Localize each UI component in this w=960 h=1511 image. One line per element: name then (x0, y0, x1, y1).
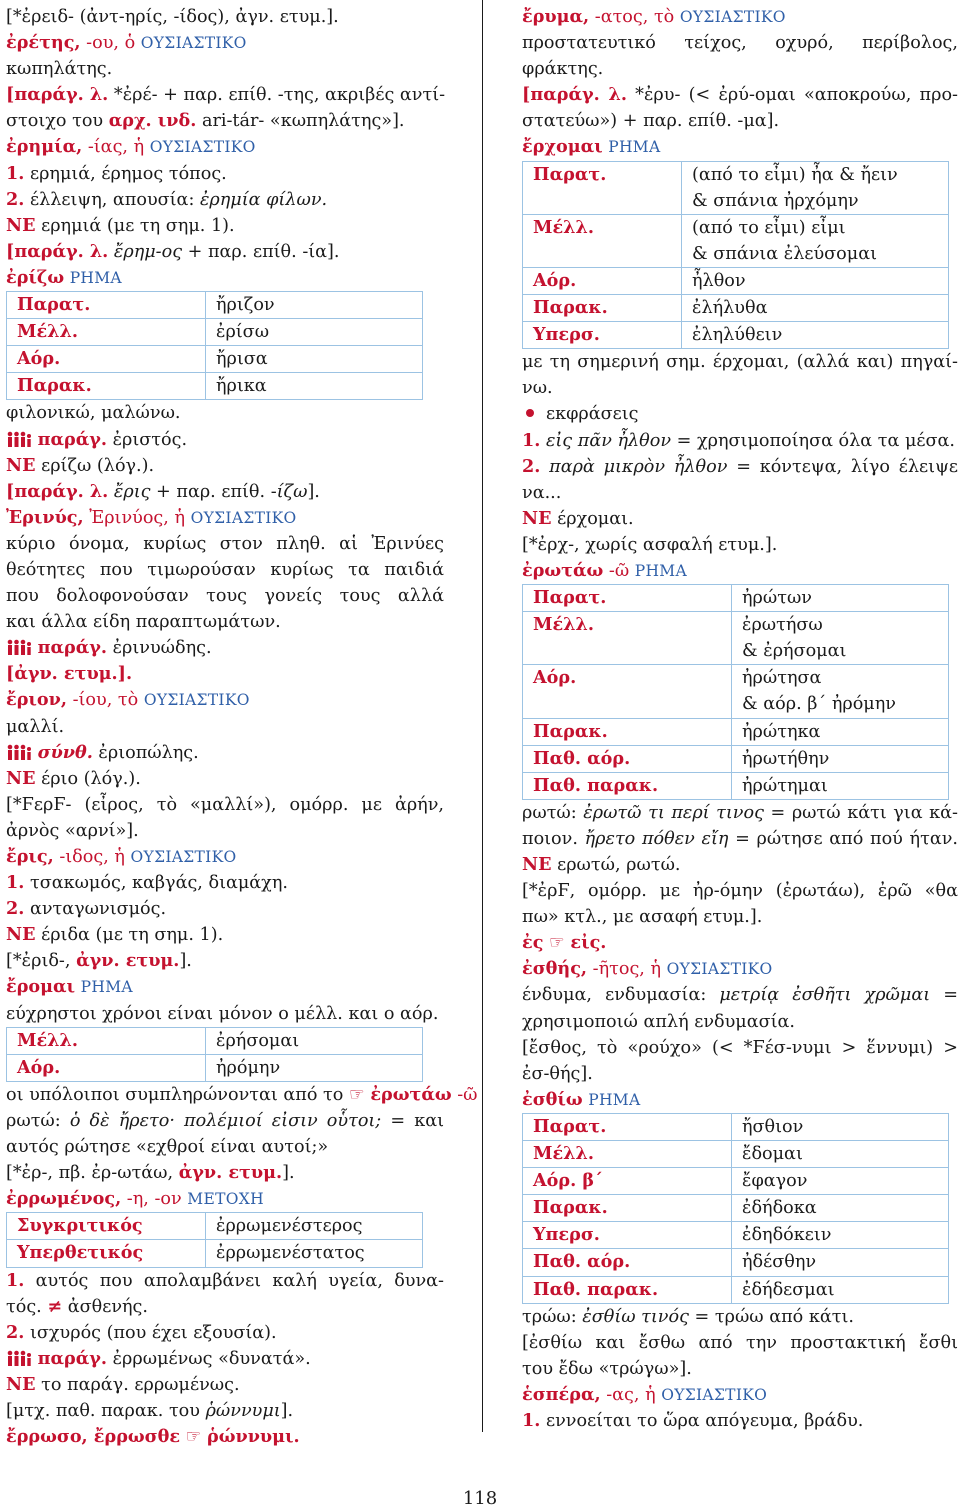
definition: φιλονικώ, μαλώνω. (6, 403, 181, 424)
right-column (522, 4, 958, 1434)
sense-1: 1. εννοείται το ὥρα απόγευμα, βράδυ. (522, 1409, 864, 1431)
entry-header-erchomai: ἔρχομαι ΡΗΜΑ (522, 136, 661, 158)
tense-form: ἤρικα (206, 373, 423, 400)
table-row (523, 322, 949, 349)
tense-form: ἠρωτήθην (732, 745, 949, 772)
etymology: [*ἐρχ-, χωρίς ασφαλή ετυμ.]. (522, 534, 778, 555)
tense-form: ἔδομαι (732, 1141, 949, 1168)
table-row (7, 373, 423, 400)
column-divider (482, 0, 483, 1432)
pointing-hand-icon: ☞ (348, 1084, 365, 1105)
sense-2: 2. ισχυρός (που έχει εξουσία). (6, 1321, 277, 1343)
degree-form: ἐρρωμενέστερος (206, 1213, 423, 1240)
example: χρησιμοποιώ απλή ενδυμασία. (522, 1011, 795, 1032)
table-row (523, 267, 949, 294)
table-row (523, 1141, 949, 1168)
tense-label: Μέλλ. (523, 612, 732, 665)
tense-label: Παρατ. (7, 292, 206, 319)
etymology: ἐσ-θής]. (522, 1063, 593, 1084)
etymology: [*ἐριδ-, ἀγν. ετυμ.]. (6, 950, 192, 972)
entry-header-esthis: ἐσθής, -ῆτος, ἡ ΟΥΣΙΑΣΤΙΚΟ (522, 958, 773, 980)
definition: φράκτης. (522, 59, 604, 80)
pointing-hand-icon: ☞ (185, 1427, 202, 1448)
tense-form: ἐρήσομαι (206, 1027, 423, 1054)
tense-form: ἐρωτήσω & ἐρήσομαι (732, 612, 949, 665)
tense-form: ἐληλύθειν (682, 322, 949, 349)
table-row (7, 319, 423, 346)
table-row (523, 665, 949, 718)
table-row (523, 1249, 949, 1276)
etymology: [*ἐρ-, πβ. ἐρ-ωτάω, ἀγν. ετυμ.]. (6, 1162, 295, 1184)
tense-form: ἔφαγον (732, 1168, 949, 1195)
tense-label: Μέλλ. (523, 1141, 732, 1168)
tense-form: (από το εἶμι) εἶμι & σπάνια ἐλεύσομαι (682, 214, 949, 267)
tense-label: Αόρ. (7, 346, 206, 373)
etymology: [μτχ. παθ. παρακ. του ῥώννυμι]. (6, 1400, 294, 1421)
usage-note: εύχρηστοι χρόνοι είναι μόνον ο μέλλ. και ο αόρ. (6, 1003, 439, 1024)
table-row (523, 1195, 949, 1222)
conjugation-table-erotao (522, 584, 949, 800)
modern-greek: ΝΕ το παράγ. ερρωμένως. (6, 1373, 240, 1395)
tense-form: ἤριζον (206, 292, 423, 319)
table-row (523, 745, 949, 772)
definition: κύριο όνομα, κυρίως στον πληθ. αἱ Ἐρινύες (6, 533, 444, 554)
tense-form: ἐρίσω (206, 319, 423, 346)
etymology: [ἔσθος, τὸ «ρούχο» (< *Ϝέσ-νυμι > ἕννυμι) > (522, 1037, 958, 1058)
entry-header-erimia: ἐρημία, -ίας, ἡ ΟΥΣΙΑΣΤΙΚΟ (6, 136, 256, 158)
tense-form: ἠρόμην (206, 1054, 423, 1081)
tense-form: ἦλθον (682, 267, 949, 294)
etymology: πω» κτλ., με ασαφή ετυμ.]. (522, 907, 763, 928)
sense-1: 1. ερημιά, έρημος τόπος. (6, 162, 227, 184)
table-row (7, 1240, 423, 1267)
definition: κωπηλάτης. (6, 59, 113, 80)
etymology: [ἀγν. ετυμ.]. (6, 663, 133, 685)
tense-label: Μέλλ. (7, 319, 206, 346)
tense-form: ἐλήλυθα (682, 295, 949, 322)
modern-greek: ΝΕ έριδα (με τη σημ. 1). (6, 924, 224, 946)
conjugation-table-esthio (522, 1113, 949, 1304)
cross-reference[interactable]: ἐς ☞ εἰς. (522, 932, 607, 954)
table-row (523, 1276, 949, 1303)
page-number: 118 (462, 1488, 498, 1509)
pointing-hand-icon: ☞ (549, 933, 565, 954)
table-row (7, 1027, 423, 1054)
example: αυτός ρώτησε «εχθροί είναι αυτοί;» (6, 1137, 329, 1158)
definition: μαλλί. (6, 716, 65, 737)
tense-label: Μέλλ. (7, 1027, 206, 1054)
conjugation-table-erizo (6, 291, 423, 400)
tense-form: ἠρώτημαι (732, 772, 949, 799)
tense-label: Αόρ. (7, 1054, 206, 1081)
definition: θεότητες που τιμωρούσαν κυρίως τα παιδιά (6, 559, 444, 580)
tense-form: ἠρώτηκα (732, 718, 949, 745)
modern-greek: ΝΕ έρχομαι. (522, 507, 634, 529)
entry-header-erizo: ἐρίζω ΡΗΜΑ (6, 266, 122, 288)
usage-note: οι υπόλοιποι συμπληρώνονται από το ☞ ἐρωτάω -ῶ (6, 1083, 478, 1105)
degree-form: ἐρρωμενέστατος (206, 1240, 423, 1267)
entry-header-eryma: ἔρυμα, -ατος, τὸ ΟΥΣΙΑΣΤΙΚΟ (522, 6, 786, 27)
sense-1: 1. αυτός που απολαμβάνει καλή υγεία, δυνα- (6, 1269, 444, 1291)
tense-label: Παρατ. (523, 585, 732, 612)
tense-label: Αόρ. (523, 665, 732, 718)
table-row (7, 1213, 423, 1240)
entry-header-eretis: ἐρέτης, -ου, ὁ ΟΥΣΙΑΣΤΙΚΟ (6, 32, 247, 54)
table-row (523, 585, 949, 612)
table-row (523, 1113, 949, 1140)
family-icon (6, 1350, 32, 1366)
tense-form: ἠδέσθην (732, 1249, 949, 1276)
left-column (6, 4, 478, 1450)
modern-greek: ΝΕ έριο (λόγ.). (6, 767, 141, 789)
table-row (523, 161, 949, 214)
tense-label: Παρακ. (523, 718, 732, 745)
entry-header-erromenos: ἐρρωμένος, -η, -ον ΜΕΤΟΧΗ (6, 1188, 264, 1210)
tense-form: ἐδήδοκα (732, 1195, 949, 1222)
example: ρωτώ: ἐρωτῶ τι περί τινος = ρωτώ κάτι για κά- (522, 802, 958, 823)
expression: να... (522, 482, 562, 503)
sense-1: τός. ≠ ἀσθενής. (6, 1295, 148, 1317)
tense-label: Αόρ. (523, 267, 682, 294)
definition: νω. (522, 378, 553, 399)
modern-greek: ΝΕ ερωτώ, ρωτώ. (522, 854, 681, 875)
etymology: στοιχο του αρχ. ινδ. ari-tár- «κωπηλάτης»]. (6, 110, 405, 132)
tense-label: Παρακ. (7, 373, 206, 400)
tense-label: Παθ. αόρ. (523, 745, 732, 772)
entry-header-eromai: ἔρομαι ΡΗΜΑ (6, 976, 133, 998)
definition: προστατευτικό τείχος, οχυρό, περίβολος, (522, 33, 958, 54)
table-row (523, 718, 949, 745)
tense-label: Παθ. αόρ. (523, 1249, 732, 1276)
table-row (7, 346, 423, 373)
tense-form: ἠρώτησα & αόρ. β΄ ἠρόμην (732, 665, 949, 718)
not-equal-icon: ≠ (47, 1295, 63, 1317)
table-row (7, 292, 423, 319)
expressions-label: εκφράσεις (522, 401, 958, 427)
tense-form: ἤσθιον (732, 1113, 949, 1140)
modern-greek: ΝΕ ερίζω (λόγ.). (6, 454, 155, 476)
etymology: [*ϜερϜ- (εἶρος, τὸ «μαλλί»), ομόρρ. με ἀρήν, (6, 794, 444, 815)
etymology: ἀρνὸς «αρνί»]. (6, 820, 139, 841)
etymology: [παράγ. λ. ἔρις + παρ. επίθ. -ίζω]. (6, 480, 320, 502)
entry-header-erinys: Ἐρινύς, Ἐρινύος, ἡ ΟΥΣΙΑΣΤΙΚΟ (6, 506, 297, 528)
entry-header-esthio: ἐσθίω ΡΗΜΑ (522, 1088, 641, 1110)
entry-line: [*ἐρειδ- (ἀντ-ηρίς, -ίδος), ἀγν. ετυμ.]. (6, 7, 339, 27)
comparison-table-erromenos (6, 1212, 423, 1267)
example: τρώω: ἐσθίω τινός = τρώω από κάτι. (522, 1306, 854, 1327)
expression: 1. εἰς πᾶν ἦλθον = χρησιμοποίησα όλα τα μέσα. (522, 429, 956, 451)
tense-form: ἐδηδόκειν (732, 1222, 949, 1249)
tense-form: (από το εἶμι) ἦα & ἤειν & σπάνια ἠρχόμην (682, 161, 949, 214)
example: ένδυμα, ενδυμασία: μετρίᾳ ἐσθῆτι χρῶμαι = (522, 985, 958, 1006)
tense-form: ἤρισα (206, 346, 423, 373)
tense-label: Παρατ. (523, 1113, 732, 1140)
etymology: [παράγ. λ. ἔρημ-ος + παρ. επίθ. -ία]. (6, 240, 340, 262)
definition: και άλλα είδη παραπτωμάτων. (6, 612, 281, 633)
degree-label: Υπερθετικός (7, 1240, 206, 1267)
modern-greek: ΝΕ ερημιά (με τη σημ. 1). (6, 214, 235, 236)
cross-reference[interactable]: ἔρρωσο, ἔρρωσθε ☞ ῥώννυμι. (6, 1426, 300, 1448)
tense-label: Παρακ. (523, 1195, 732, 1222)
tense-label: Παθ. παρακ. (523, 772, 732, 799)
tense-label: Παρατ. (523, 161, 682, 214)
conjugation-table-erchomai (522, 161, 949, 350)
etymology: [ἐσθίω και ἔσθω από την προστακτική ἔσθι (522, 1332, 958, 1353)
tense-label: Παθ. παρακ. (523, 1276, 732, 1303)
entry-header-erotao: ἐρωτάω -ῶ ΡΗΜΑ (522, 559, 687, 581)
tense-label: Αόρ. β΄ (523, 1168, 732, 1195)
tense-form: ἐδήδεσμαι (732, 1276, 949, 1303)
entry-header-erion: ἔριον, -ίου, τὸ ΟΥΣΙΑΣΤΙΚΟ (6, 689, 250, 711)
etymology: του ἔδω «τρώγω»]. (522, 1358, 692, 1379)
table-row (523, 214, 949, 267)
definition: που δολοφονούσαν τους γονείς τους αλλά (6, 586, 444, 607)
compounds: σύνθ. ἐριοπώλης. (6, 740, 444, 766)
table-row (523, 772, 949, 799)
entry-header-eris: ἔρις, -ιδος, ἡ ΟΥΣΙΑΣΤΙΚΟ (6, 846, 237, 867)
tense-form: ἠρώτων (732, 585, 949, 612)
sense-2: 2. ανταγωνισμός. (6, 898, 167, 920)
tense-label: Υπερσ. (523, 322, 682, 349)
table-row (523, 1222, 949, 1249)
sense-2: 2. έλλειψη, απουσία: ἐρημία φίλων. (6, 188, 328, 210)
example: ποιον. ἤρετο πόθεν εἴη = ρώτησε από πού ήταν. (522, 828, 959, 849)
etymology: [παράγ. λ. *ἐρυ- (< ἐρύ-ομαι «αποκρούω, προ- (522, 84, 958, 106)
expression: 2. παρὰ μικρὸν ἦλθον = κόντεψα, λίγο έλειψε (522, 455, 958, 477)
derivatives: παράγ. ἐρινυώδης. (6, 635, 444, 661)
table-row (7, 1054, 423, 1081)
bullet-icon (526, 409, 534, 417)
entry-header-espera: ἑσπέρα, -ας, ἡ ΟΥΣΙΑΣΤΙΚΟ (522, 1383, 768, 1405)
definition: με τη σημερινή σημ. έρχομαι, (αλλά και) πηγαί- (522, 352, 958, 373)
table-row (523, 295, 949, 322)
family-icon (6, 639, 32, 655)
etymology: [*ἐρϜ, ομόρρ. με ἠρ-όμην (ἐρωτάω), ἐρῶ «θα (522, 881, 958, 902)
family-icon (6, 744, 32, 760)
derivatives: παράγ. ἐριστός. (6, 427, 444, 453)
degree-label: Συγκριτικός (7, 1213, 206, 1240)
family-icon (6, 431, 32, 447)
tense-label: Μέλλ. (523, 214, 682, 267)
conjugation-table-eromai (6, 1027, 423, 1082)
sense-1: 1. τσακωμός, καβγάς, διαμάχη. (6, 872, 288, 894)
derivatives: παράγ. ἐρρωμένως «δυνατά». (6, 1346, 444, 1372)
etymology: [παράγ. λ. *ἐρέ- + παρ. επίθ. -της, ακριβές αντί- (6, 84, 446, 106)
example: ρωτώ: ὁ δὲ ἤρετο· πολέμιοί εἰσιν οὗτοι; = και (6, 1110, 445, 1131)
tense-label: Υπερσ. (523, 1222, 732, 1249)
tense-label: Παρακ. (523, 295, 682, 322)
table-row (523, 1168, 949, 1195)
table-row (523, 612, 949, 665)
etymology: στατεύω») + παρ. επίθ. -μα]. (522, 111, 780, 132)
